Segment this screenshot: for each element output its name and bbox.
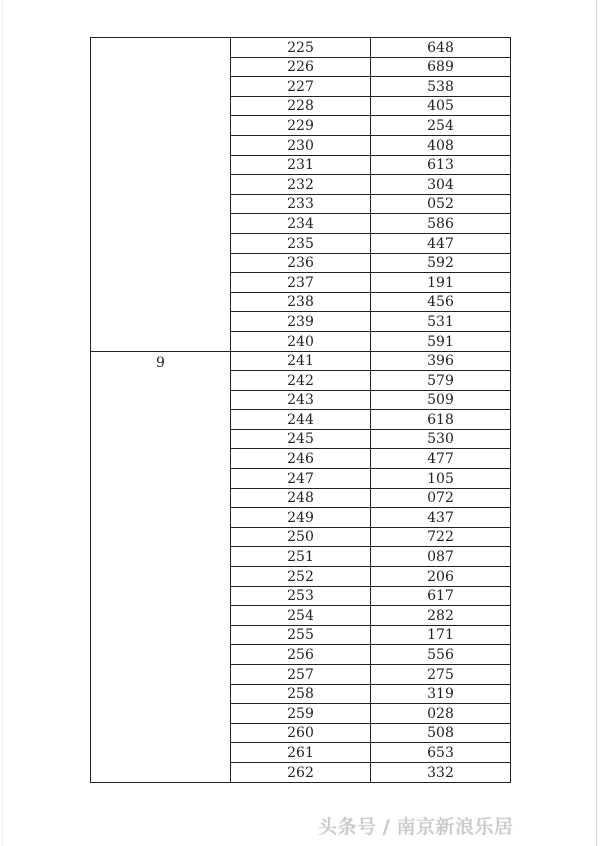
index-cell: 250 [231, 527, 371, 547]
value-cell: 617 [371, 586, 511, 606]
index-cell: 243 [231, 390, 371, 410]
value-cell: 689 [371, 57, 511, 77]
value-cell: 275 [371, 665, 511, 685]
value-cell: 653 [371, 743, 511, 763]
page-edge-left [2, 0, 3, 846]
value-cell: 072 [371, 488, 511, 508]
index-cell: 235 [231, 233, 371, 253]
index-cell: 231 [231, 155, 371, 175]
group-cell [91, 351, 231, 782]
index-cell: 239 [231, 312, 371, 332]
index-cell: 228 [231, 96, 371, 116]
value-cell: 437 [371, 508, 511, 528]
group-label: 9 [156, 354, 165, 371]
page-edge-right [596, 0, 597, 846]
value-cell: 477 [371, 449, 511, 469]
value-cell: 332 [371, 762, 511, 782]
index-cell: 245 [231, 429, 371, 449]
value-cell: 722 [371, 527, 511, 547]
value-cell: 456 [371, 292, 511, 312]
index-cell: 226 [231, 57, 371, 77]
index-cell: 254 [231, 606, 371, 626]
index-cell: 260 [231, 723, 371, 743]
value-cell: 171 [371, 625, 511, 645]
index-cell: 261 [231, 743, 371, 763]
index-cell: 233 [231, 194, 371, 214]
index-cell: 227 [231, 77, 371, 97]
value-cell: 087 [371, 547, 511, 567]
index-cell: 229 [231, 116, 371, 136]
index-cell: 246 [231, 449, 371, 469]
index-cell: 244 [231, 410, 371, 430]
value-cell: 556 [371, 645, 511, 665]
value-cell: 531 [371, 312, 511, 332]
value-cell: 509 [371, 390, 511, 410]
index-cell: 234 [231, 214, 371, 234]
index-cell: 248 [231, 488, 371, 508]
index-cell: 258 [231, 684, 371, 704]
group-cell [91, 38, 231, 352]
index-cell: 252 [231, 567, 371, 587]
index-cell: 262 [231, 762, 371, 782]
value-cell: 028 [371, 704, 511, 724]
index-cell: 225 [231, 38, 371, 58]
value-cell: 282 [371, 606, 511, 626]
index-cell: 230 [231, 135, 371, 155]
value-cell: 613 [371, 155, 511, 175]
index-cell: 257 [231, 665, 371, 685]
value-cell: 319 [371, 684, 511, 704]
value-cell: 191 [371, 273, 511, 293]
index-cell: 256 [231, 645, 371, 665]
watermark: 头条号 / 南京新浪乐居 [318, 816, 514, 838]
index-cell: 251 [231, 547, 371, 567]
value-cell: 591 [371, 331, 511, 351]
data-table [90, 37, 511, 783]
table-row [91, 351, 511, 371]
index-cell: 241 [231, 351, 371, 371]
index-cell: 236 [231, 253, 371, 273]
value-cell: 648 [371, 38, 511, 58]
value-cell: 396 [371, 351, 511, 371]
index-cell: 238 [231, 292, 371, 312]
value-cell: 304 [371, 175, 511, 195]
index-cell: 255 [231, 625, 371, 645]
index-cell: 247 [231, 469, 371, 489]
index-cell: 259 [231, 704, 371, 724]
value-cell: 592 [371, 253, 511, 273]
value-cell: 538 [371, 77, 511, 97]
value-cell: 508 [371, 723, 511, 743]
index-cell: 237 [231, 273, 371, 293]
index-cell: 240 [231, 331, 371, 351]
index-cell: 249 [231, 508, 371, 528]
value-cell: 206 [371, 567, 511, 587]
value-cell: 052 [371, 194, 511, 214]
value-cell: 530 [371, 429, 511, 449]
index-cell: 242 [231, 371, 371, 391]
table-row [91, 38, 511, 58]
value-cell: 405 [371, 96, 511, 116]
value-cell: 447 [371, 233, 511, 253]
value-cell: 586 [371, 214, 511, 234]
value-cell: 408 [371, 135, 511, 155]
value-cell: 105 [371, 469, 511, 489]
value-cell: 579 [371, 371, 511, 391]
index-cell: 232 [231, 175, 371, 195]
index-cell: 253 [231, 586, 371, 606]
value-cell: 618 [371, 410, 511, 430]
value-cell: 254 [371, 116, 511, 136]
